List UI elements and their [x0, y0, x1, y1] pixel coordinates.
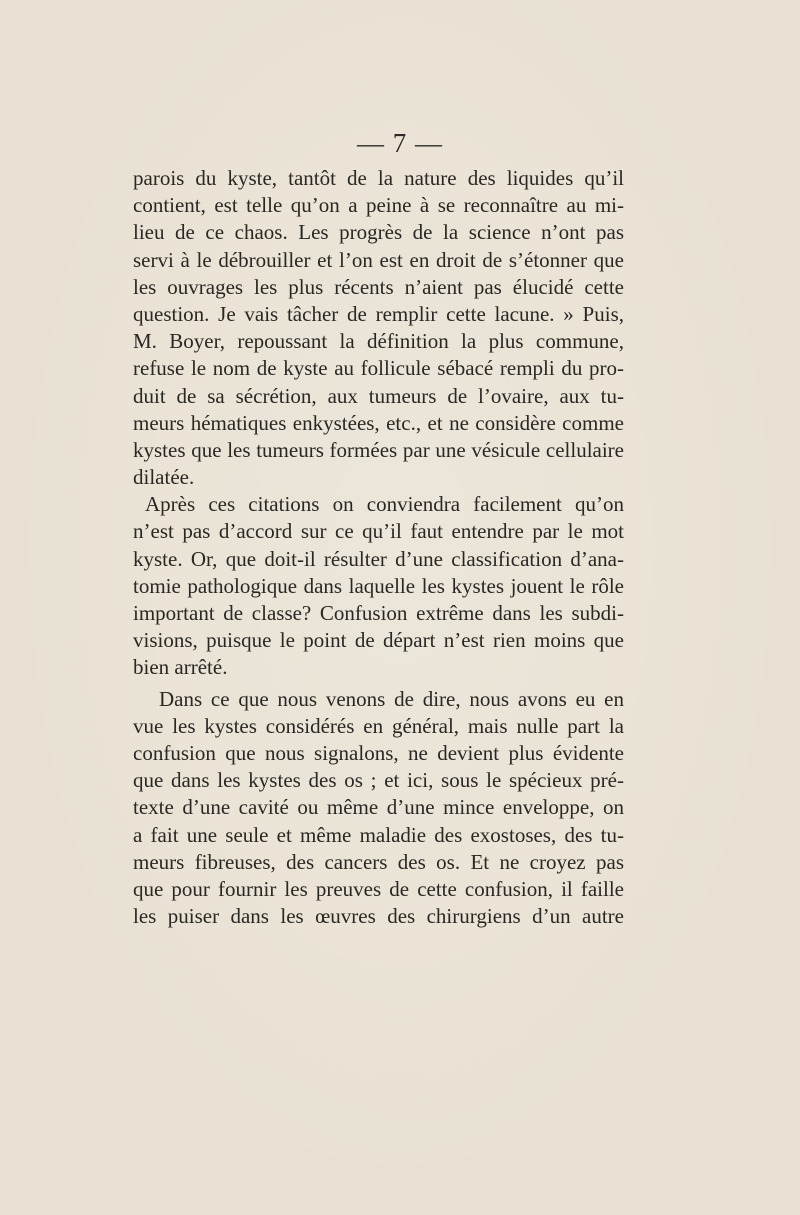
body-text [133, 165, 624, 930]
text-line: meurs fibreuses, des cancers des os. Et ne croyez pas [133, 849, 624, 874]
text-line: kyste. Or, que doit-il résulter d’une classification d’ana- [133, 546, 624, 571]
text-line: visions, puisque le point de départ n’est rien moins que [133, 628, 624, 653]
text-line: meurs hématiques enkystées, etc., et ne considère comme [133, 410, 624, 435]
text-line: kystes que les tumeurs formées par une vésicule cellulaire [133, 437, 624, 462]
text-line: M. Boyer, repoussant la définition la plus commune, [133, 329, 624, 354]
text-line: servi à le débrouiller et l’on est en droit de s’étonner que [133, 247, 624, 272]
page-number: — 7 — [357, 128, 443, 158]
text-line: important de classe? Confusion extrême dans les subdi- [133, 601, 624, 625]
text-line: n’est pas d’accord sur ce qu’il faut entendre par le mot [133, 519, 624, 544]
text-line: que dans les kystes des os ; et ici, sous le spécieux pré- [133, 768, 624, 793]
paragraph [133, 165, 624, 491]
text-line: contient, est telle qu’on a peine à se reconnaître au mi- [133, 193, 624, 218]
text-line: bien arrêté. [133, 655, 228, 680]
text-line: les puiser dans les œuvres des chirurgiens d’un autre [133, 904, 624, 929]
text-line: vue les kystes considérés en général, mais nulle part la [133, 713, 624, 738]
text-line: que pour fournir les preuves de cette confusion, il faille [133, 876, 624, 901]
text-line: a fait une seule et même maladie des exostoses, des tu- [133, 822, 624, 847]
paragraph [133, 686, 624, 931]
text-line: parois du kyste, tantôt de la nature des liquides qu’il [133, 166, 624, 190]
text-line: dilatée. [133, 465, 195, 490]
text-line: duit de sa sécrétion, aux tumeurs de l’ovaire, aux tu- [133, 383, 624, 408]
paragraph [133, 491, 624, 681]
text-line: question. Je vais tâcher de remplir cette lacune. » Puis, [133, 301, 624, 326]
text-line: texte d’une cavité ou même d’une mince enveloppe, on [133, 795, 624, 820]
text-line: Après ces citations on conviendra facilement qu’on [145, 492, 624, 517]
text-line: lieu de ce chaos. Les progrès de la science n’ont pas [133, 220, 624, 245]
text-line: Dans ce que nous venons de dire, nous avons eu en [159, 686, 624, 711]
text-line: refuse le nom de kyste au follicule sébacé rempli du pro- [133, 356, 624, 381]
text-line: confusion que nous signalons, ne devient plus évidente [133, 740, 624, 765]
text-line: tomie pathologique dans laquelle les kystes jouent le rôle [133, 573, 624, 598]
text-line: les ouvrages les plus récents n’aient pas élucidé cette [133, 274, 624, 299]
